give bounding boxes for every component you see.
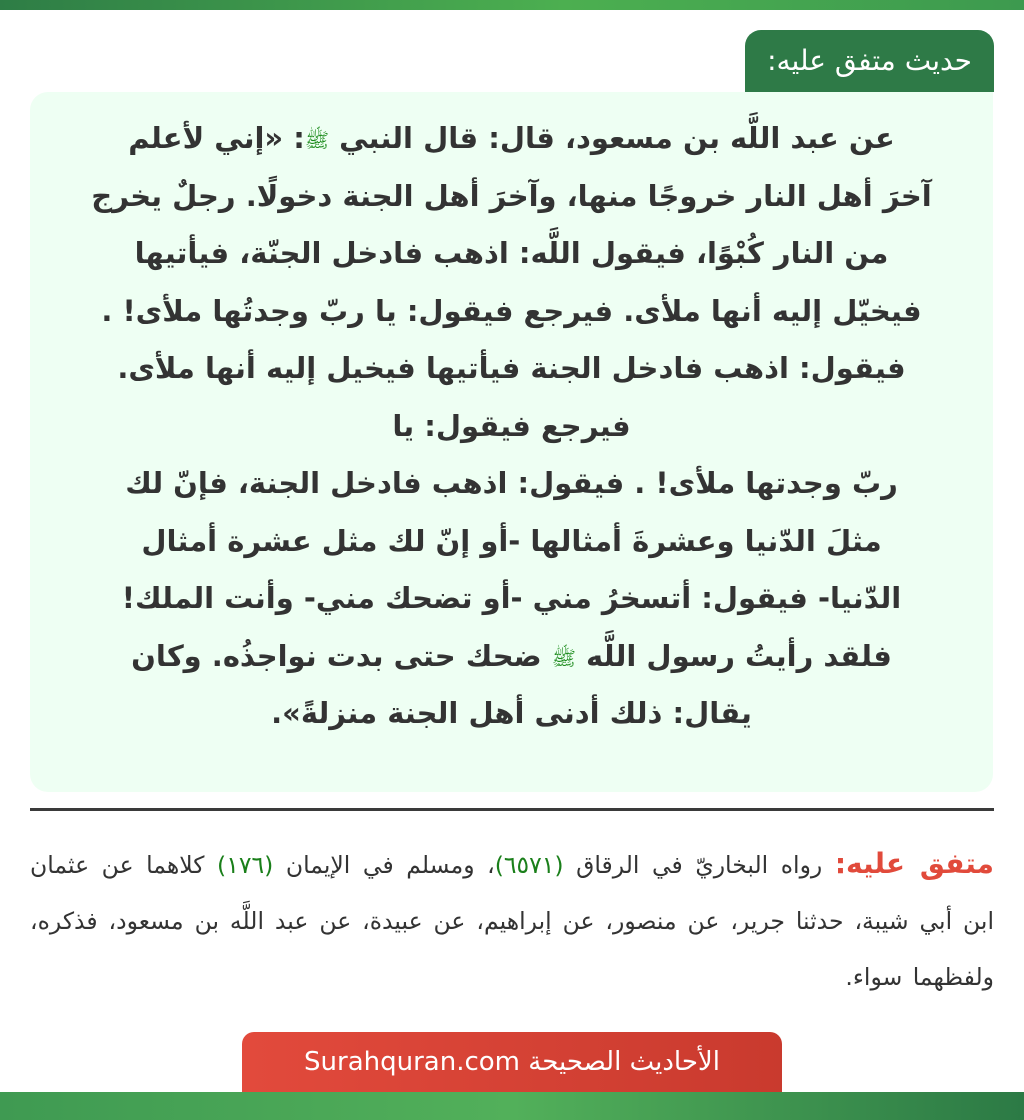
hadith-line xyxy=(70,110,953,168)
hadith-line: يقال: ذلك أدنى أهل الجنة منزلةً». xyxy=(271,696,752,730)
takhrij-source xyxy=(30,836,994,1005)
footer-text: الأحاديث الصحيحة Surahquran.com xyxy=(304,1047,720,1077)
hadith-line-part: عن عبد اللَّه بن مسعود، قال: قال النبي xyxy=(329,121,895,155)
hadith-line: الدّنيا- فيقول: أتسخرُ مني -أو تضحك مني- وأنت الملك! xyxy=(121,581,902,615)
source-text: كلاهما عن عثمان ابن أبي شيبة، حدثنا جرير، عن منصور، عن إبراهيم، عن عبيدة، عن عبد اللَّه بن مسعود، فذكره، ولفظهما سواء. xyxy=(30,851,994,991)
hadith-line: من النار كُبْوًا، فيقول اللَّه: اذهب فادخل الجنّة، فيأتيها xyxy=(134,236,889,270)
top-decorative-bar xyxy=(0,0,1024,10)
bukhari-reference-number: (٦٥٧١) xyxy=(494,851,564,879)
muslim-reference-number: (١٧٦) xyxy=(217,851,274,879)
hadith-line-part: : «إني لأعلم xyxy=(128,121,305,155)
source-label: متفق عليه: xyxy=(834,847,994,880)
hadith-text xyxy=(70,110,953,743)
hadith-line: فيرجع فيقول: يا xyxy=(392,408,631,443)
section-divider xyxy=(30,808,994,811)
source-text: رواه البخاريّ في الرقاق xyxy=(563,851,835,879)
site-footer-badge xyxy=(242,1032,782,1092)
salawat-icon: ﷺ xyxy=(304,128,330,152)
bottom-decorative-bar xyxy=(0,1092,1024,1120)
hadith-line-part: ضحك حتى بدت نواجذُه. وكان xyxy=(131,638,552,673)
hadith-line: فيخيّل إليه أنها ملأى. فيرجع فيقول: يا ربّ وجدتُها ملأى! . xyxy=(101,293,922,328)
title-text: حديث متفق عليه: xyxy=(767,44,972,77)
hadith-line: ربّ وجدتها ملأى! . فيقول: اذهب فادخل الجنة، فإنّ لك xyxy=(125,466,898,500)
hadith-line xyxy=(70,628,953,686)
hadith-line: آخرَ أهل النار خروجًا منها، وآخرَ أهل الجنة دخولًا. رجلٌ يخرج xyxy=(91,178,932,213)
salawat-icon: ﷺ xyxy=(551,645,576,670)
hadith-type-title xyxy=(745,30,994,92)
source-text: ، ومسلم في الإيمان xyxy=(273,851,495,879)
hadith-line: مثلَ الدّنيا وعشرةَ أمثالها -أو إنّ لك مثل عشرة أمثال xyxy=(141,523,882,558)
hadith-line-part: فلقد رأيتُ رسول اللَّه xyxy=(575,638,892,673)
hadith-card xyxy=(30,92,993,792)
hadith-line: فيقول: اذهب فادخل الجنة فيأتيها فيخيل إليه أنها ملأى. xyxy=(117,351,906,385)
